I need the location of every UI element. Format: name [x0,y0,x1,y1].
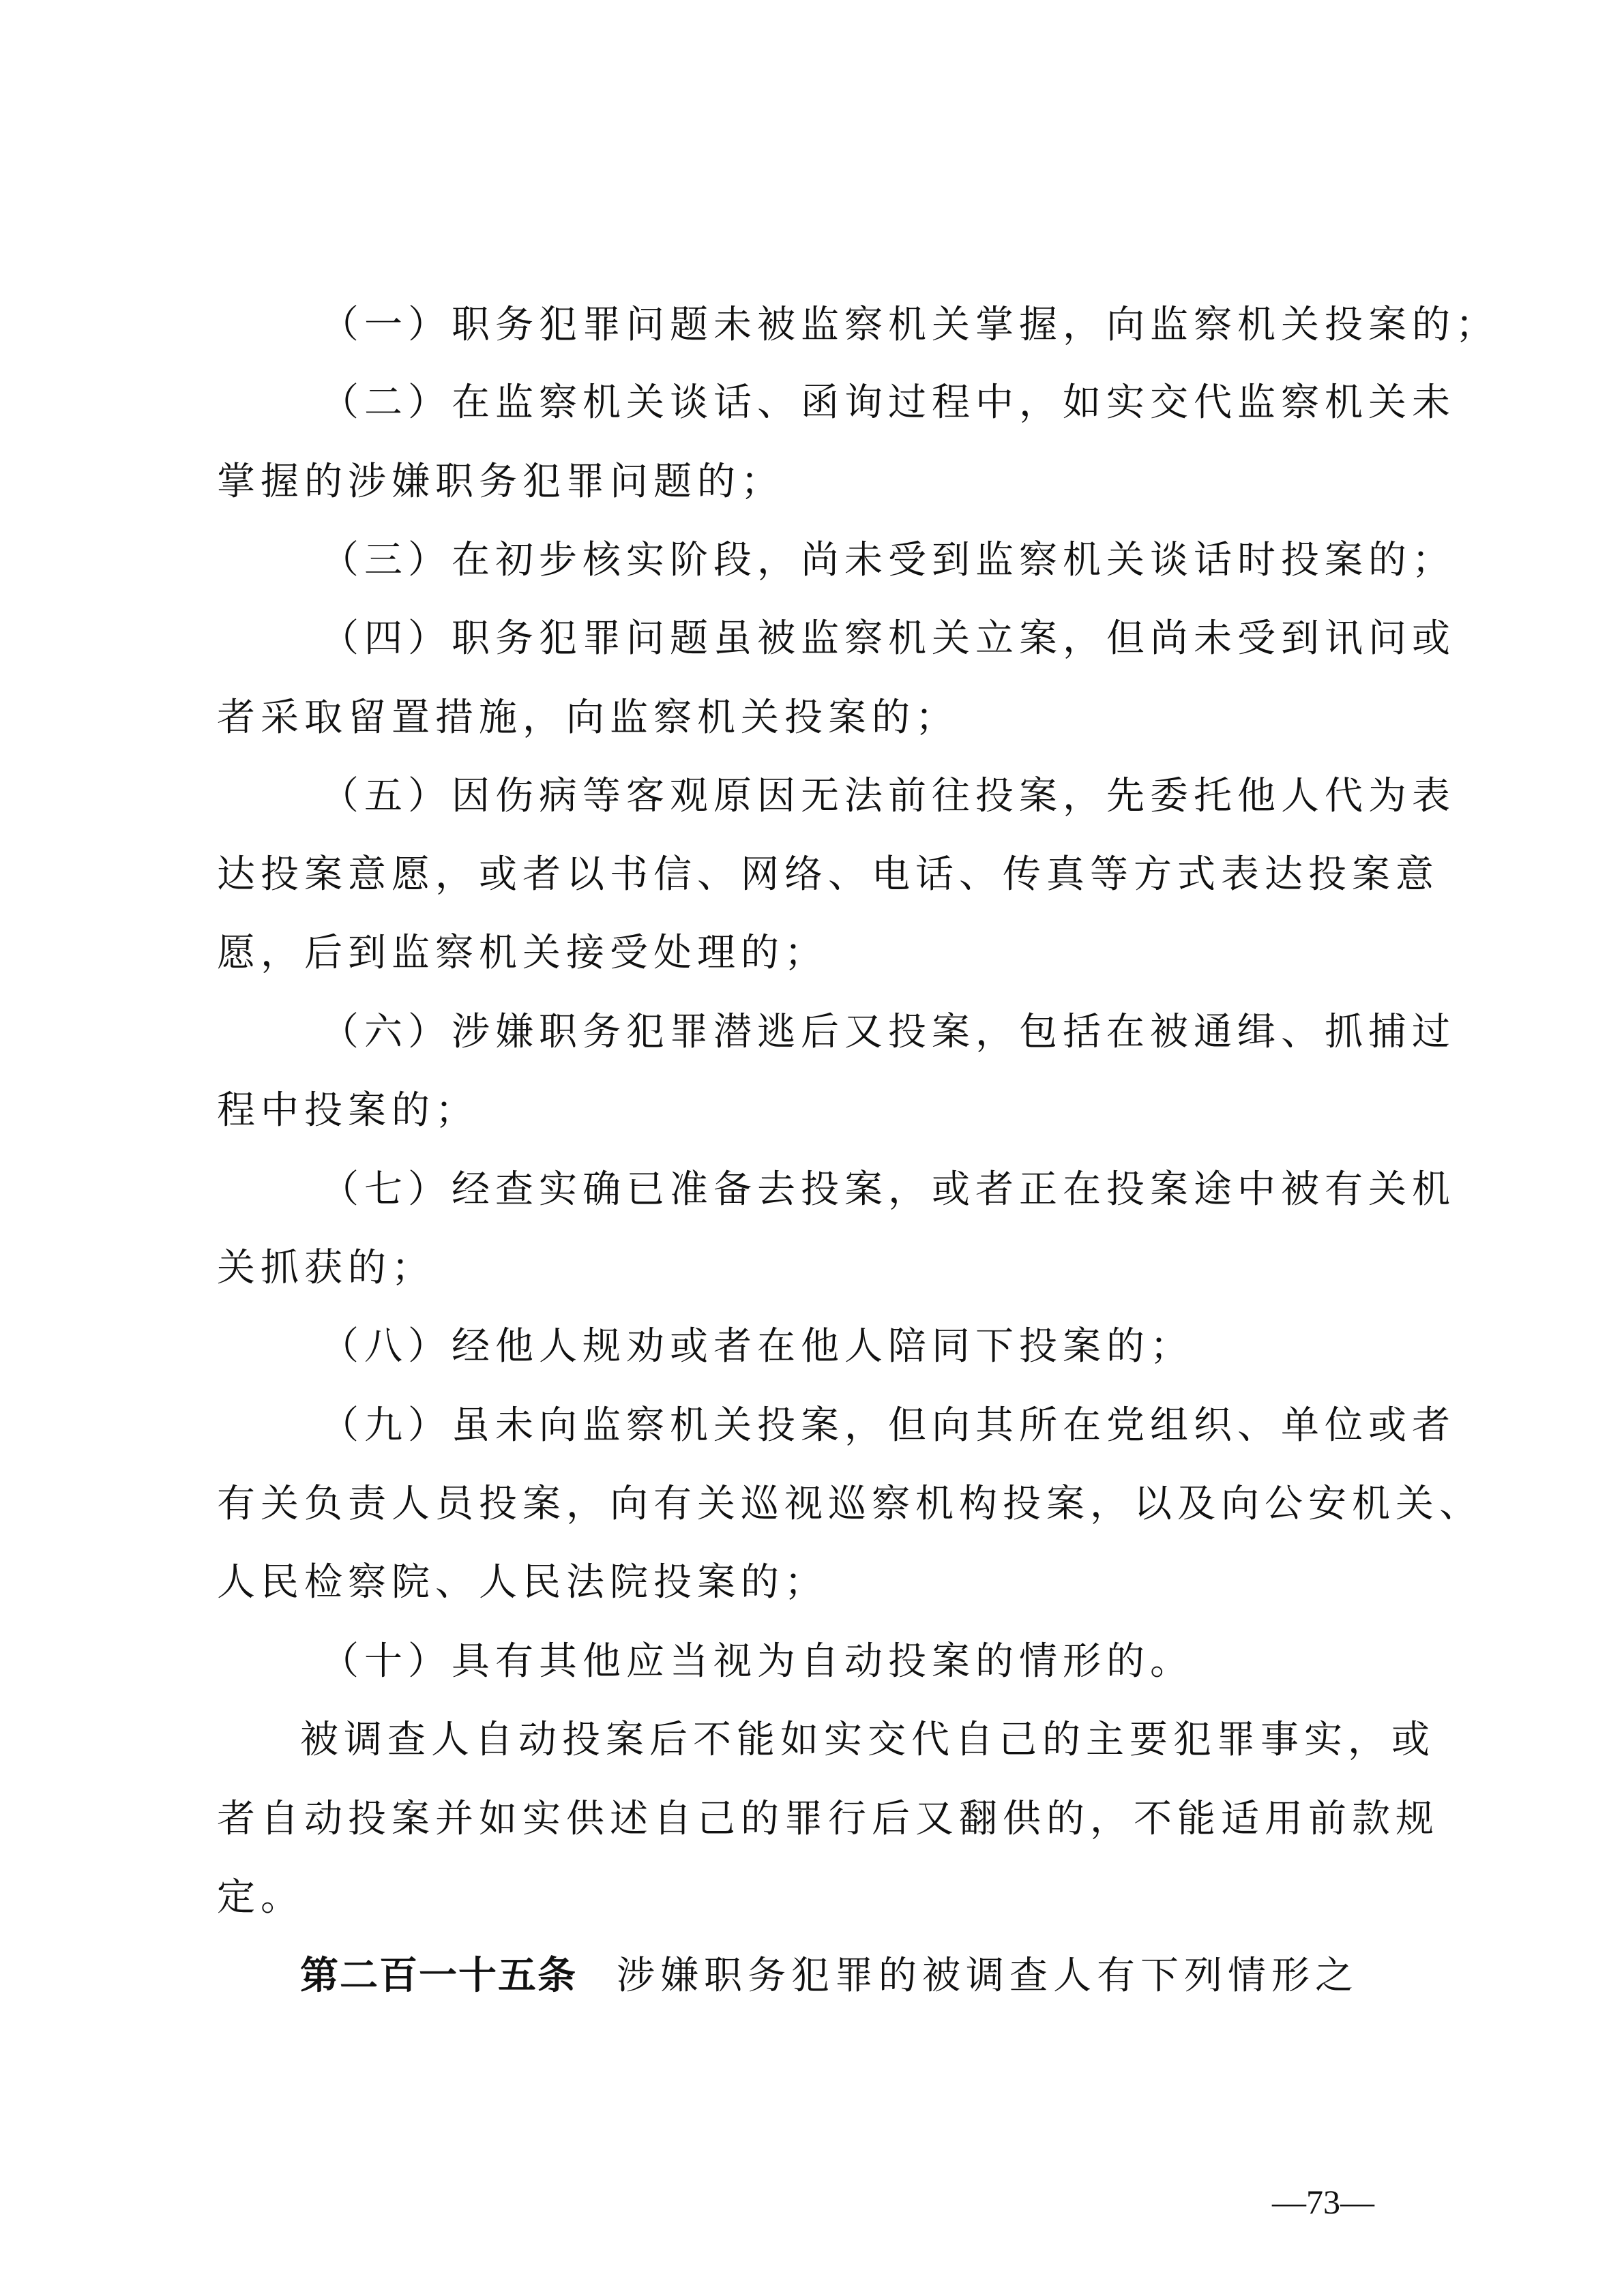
article-line [300,1949,1417,2003]
paragraph-line: 程中投案的； [217,1088,479,1133]
paragraph-line: （七）经查实确已准备去投案，或者正在投案途中被有关机 [321,1167,1456,1212]
paragraph-line: （二）在监察机关谈话、函询过程中，如实交代监察机关未 [321,381,1456,425]
paragraph-line: （一）职务犯罪问题未被监察机关掌握，向监察机关投案的； [321,303,1499,347]
article-text: 涉嫌职务犯罪的被调查人有下列情形之 [617,1954,1359,1998]
paragraph-line: （六）涉嫌职务犯罪潜逃后又投案，包括在被通缉、抓捕过 [321,1010,1456,1054]
paragraph-line: （五）因伤病等客观原因无法前往投案，先委托他人代为表 [321,774,1456,818]
paragraph-line: （四）职务犯罪问题虽被监察机关立案，但尚未受到讯问或 [321,616,1456,661]
paragraph-line: 者自动投案并如实供述自己的罪行后又翻供的，不能适用前款规 [217,1797,1439,1841]
paragraph-line: 关抓获的； [217,1246,435,1290]
article-number: 第二百一十五条 [300,1954,577,1998]
paragraph-line: （九）虽未向监察机关投案，但向其所在党组织、单位或者 [321,1403,1456,1448]
paragraph-line: 定。 [217,1875,304,1920]
paragraph-line: 被调查人自动投案后不能如实交代自己的主要犯罪事实，或 [300,1718,1435,1762]
paragraph-line: 人民检察院、人民法院投案的； [217,1560,828,1605]
paragraph-line: 者采取留置措施，向监察机关投案的； [217,696,959,740]
paragraph-line: （十）具有其他应当视为自动投案的情形的。 [321,1639,1194,1684]
paragraph-line: 掌握的涉嫌职务犯罪问题的； [217,460,784,504]
paragraph-line: （八）经他人规劝或者在他人陪同下投案的； [321,1324,1194,1369]
paragraph-line: 有关负责人员投案，向有关巡视巡察机构投案，以及向公安机关、 [217,1482,1483,1526]
paragraph-line: （三）在初步核实阶段，尚未受到监察机关谈话时投案的； [321,538,1456,582]
paragraph-line: 愿，后到监察机关接受处理的； [217,931,828,975]
paragraph-line: 达投案意愿，或者以书信、网络、电话、传真等方式表达投案意 [217,852,1439,897]
page-number: —73— [1272,2183,1374,2221]
